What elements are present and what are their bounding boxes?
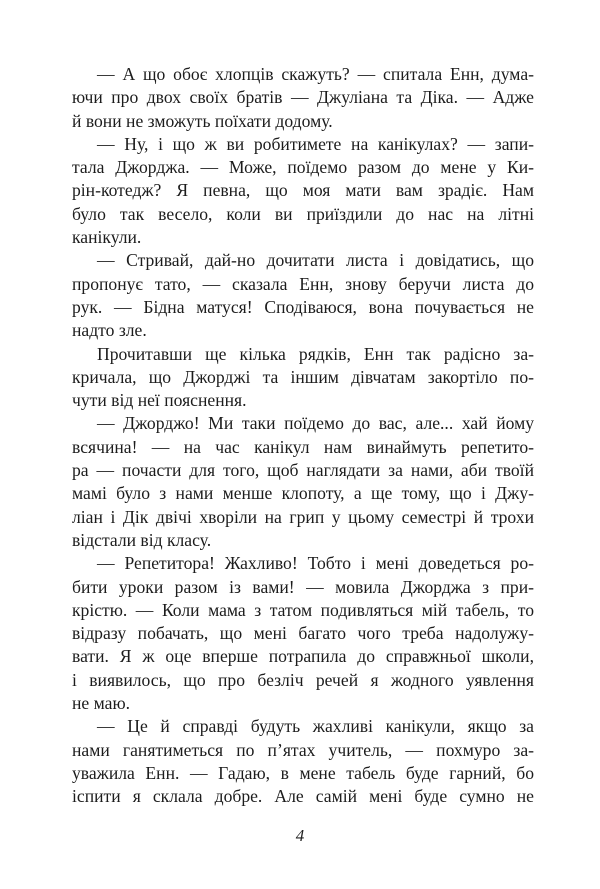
text-line: канікули. (72, 227, 142, 248)
page-number: 4 (295, 826, 305, 845)
text-line: відразу побачать, що мені багато чого треба надолужу- (72, 623, 534, 644)
text-line: ліан і Дік двічі хворіли на грип у цьому семестрі й трохи (72, 506, 534, 527)
text-line: — Ну, і що ж ви робитимете на канікулах? — запи- (97, 133, 534, 154)
text-line: мамі було з нами менше клопоту, а ще тому, що і Джу- (72, 483, 534, 504)
text-line: і виявилось, що про безліч речей я жодного уявлення (72, 669, 534, 690)
text-line: — А що обоє хлопців скажуть? — спитала Енн, дума- (97, 64, 534, 84)
text-line: всячина! — на час канікул нам винаймуть репетито- (72, 436, 534, 457)
text-line: було так весело, коли ви приїздили до нас на літні (72, 203, 534, 224)
text-line: рук. — Бідна матуся! Сподіваюся, вона почувається не (72, 296, 534, 317)
text-line: надто зле. (72, 320, 147, 341)
text-line: бити уроки разом із вами! — мовила Джорджа з при- (72, 576, 534, 597)
text-line: — Джорджо! Ми таки поїдемо до вас, але... хай йому (97, 413, 534, 434)
text-line: Прочитавши ще кілька рядків, Енн так радісно за- (97, 343, 534, 364)
body-text (72, 63, 534, 809)
text-line: крістю. — Коли мама з татом подивляться мій табель, то (72, 599, 534, 620)
text-line: ючи про двох своїх братів — Джуліана та Діка. — Адже (72, 87, 534, 108)
text-line: пропонує тато, — сказала Енн, знову беручи листа до (72, 273, 534, 294)
text-line: тала Джорджа. — Може, поїдемо разом до мене у Ки- (72, 157, 534, 178)
text-line: й вони не зможуть поїхати додому. (72, 110, 333, 131)
text-line: — Стривай, дай-но дочитати листа і довідатись, що (97, 250, 534, 271)
text-line: нами ганятиметься по п’ятах учитель, — похмуро за- (72, 739, 534, 760)
text-line: чути від неї пояснення. (72, 390, 247, 411)
text-line: — Репетитора! Жахливо! Тобто і мені доведеться ро- (97, 553, 534, 574)
text-line: іспити я склала добре. Але самій мені буде сумно не (72, 786, 534, 807)
text-line: кричала, що Джорджі та іншим дівчатам закортіло по- (72, 366, 534, 387)
text-line: відстали від класу. (72, 529, 212, 550)
text-line: рін-котедж? Я певна, що моя мати вам зрадіє. Нам (72, 180, 534, 201)
text-line: — Це й справді будуть жахливі канікули, якщо за (97, 716, 534, 737)
text-line: не маю. (72, 693, 130, 714)
text-line: уважила Енн. — Гадаю, в мене табель буде гарний, бо (72, 762, 534, 783)
text-line: вати. Я ж оце вперше потрапила до справжньої школи, (72, 646, 534, 667)
text-line: ра — почасти для того, щоб наглядати за нами, аби твоїй (72, 460, 534, 481)
